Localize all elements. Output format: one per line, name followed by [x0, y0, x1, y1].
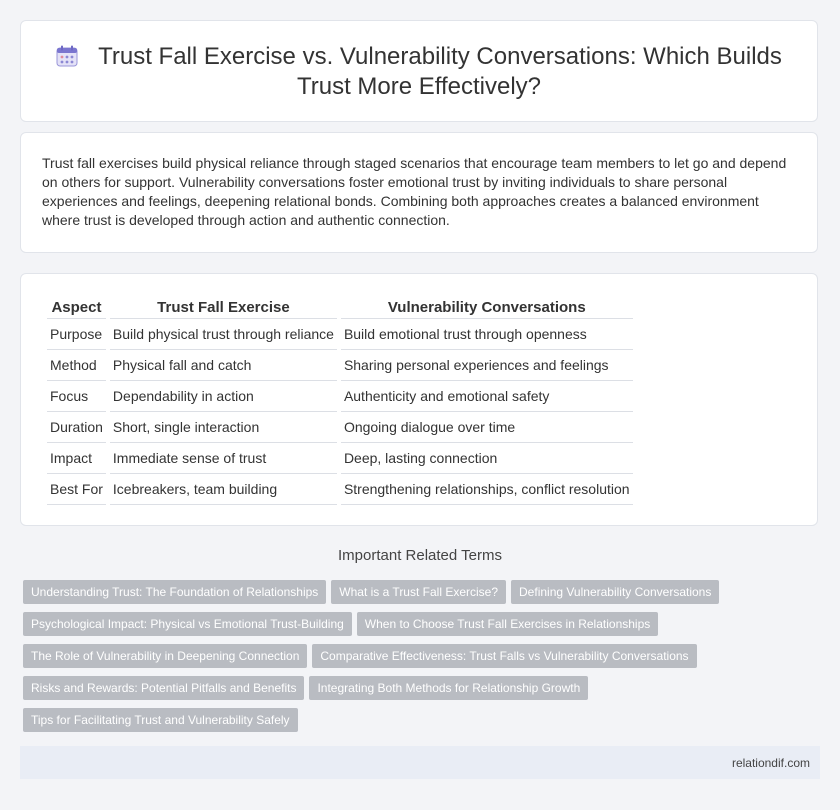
calendar-icon	[56, 45, 78, 67]
comparison-card	[20, 273, 818, 526]
page-title	[21, 42, 817, 102]
footer	[20, 746, 820, 779]
table-cell: Dependability in action	[110, 381, 337, 412]
related-term-link[interactable]: Understanding Trust: The Foundation of Relationships	[23, 580, 326, 604]
related-term-link[interactable]: Comparative Effectiveness: Trust Falls vs Vulnerability Conversations	[312, 644, 696, 668]
table-cell: Purpose	[47, 319, 106, 350]
header-vulnerability: Vulnerability Conversations	[341, 296, 633, 319]
table-cell: Build emotional trust through openness	[341, 319, 633, 350]
related-term-link[interactable]: Defining Vulnerability Conversations	[511, 580, 719, 604]
table-cell: Authenticity and emotional safety	[341, 381, 633, 412]
footer-site-link[interactable]: relationdif.com	[731, 756, 810, 770]
related-terms-list	[23, 580, 823, 740]
summary-card	[20, 132, 818, 253]
table-cell: Duration	[47, 412, 106, 443]
header-aspect: Aspect	[47, 296, 106, 319]
table-cell: Build physical trust through reliance	[110, 319, 337, 350]
related-term-link[interactable]: Psychological Impact: Physical vs Emotional Trust-Building	[23, 612, 352, 636]
title-line-2: Trust More Effectively?	[296, 73, 542, 100]
table-cell: Sharing personal experiences and feelings	[341, 350, 633, 381]
table-cell: Method	[47, 350, 106, 381]
table-cell: Best For	[47, 474, 106, 505]
summary-text: Trust fall exercises build physical reliance through staged scenarios that encourage team members to let go and depend on others for support. Vulnerability conversations foster emotional trust by inviting individuals to share personal experiences and feelings, deepening relational bonds. Combining both approaches creates a balanced environment where trust is developed through action and authentic connection.	[42, 155, 787, 228]
table-row	[47, 350, 633, 381]
table-cell: Short, single interaction	[110, 412, 337, 443]
table-cell: Deep, lasting connection	[341, 443, 633, 474]
related-terms-title: Important Related Terms	[338, 547, 502, 564]
table-cell: Immediate sense of trust	[110, 443, 337, 474]
related-term-link[interactable]: Risks and Rewards: Potential Pitfalls and Benefits	[23, 676, 304, 700]
comparison-table	[43, 296, 637, 505]
table-header-row	[47, 296, 633, 319]
related-term-link[interactable]: Integrating Both Methods for Relationship Growth	[309, 676, 588, 700]
title-line-1: Trust Fall Exercise vs. Vulnerability Conversations: Which Builds	[98, 43, 782, 70]
title-card	[20, 20, 818, 122]
related-term-link[interactable]: When to Choose Trust Fall Exercises in Relationships	[357, 612, 658, 636]
table-row	[47, 381, 633, 412]
related-term-link[interactable]: The Role of Vulnerability in Deepening Connection	[23, 644, 307, 668]
table-row	[47, 474, 633, 505]
related-term-link[interactable]: Tips for Facilitating Trust and Vulnerability Safely	[23, 708, 298, 732]
table-row	[47, 412, 633, 443]
table-row	[47, 443, 633, 474]
table-cell: Strengthening relationships, conflict resolution	[341, 474, 633, 505]
table-cell: Focus	[47, 381, 106, 412]
table-cell: Physical fall and catch	[110, 350, 337, 381]
table-cell: Impact	[47, 443, 106, 474]
header-trust-fall: Trust Fall Exercise	[110, 296, 337, 319]
table-row	[47, 319, 633, 350]
related-term-link[interactable]: What is a Trust Fall Exercise?	[331, 580, 506, 604]
table-cell: Icebreakers, team building	[110, 474, 337, 505]
table-cell: Ongoing dialogue over time	[341, 412, 633, 443]
